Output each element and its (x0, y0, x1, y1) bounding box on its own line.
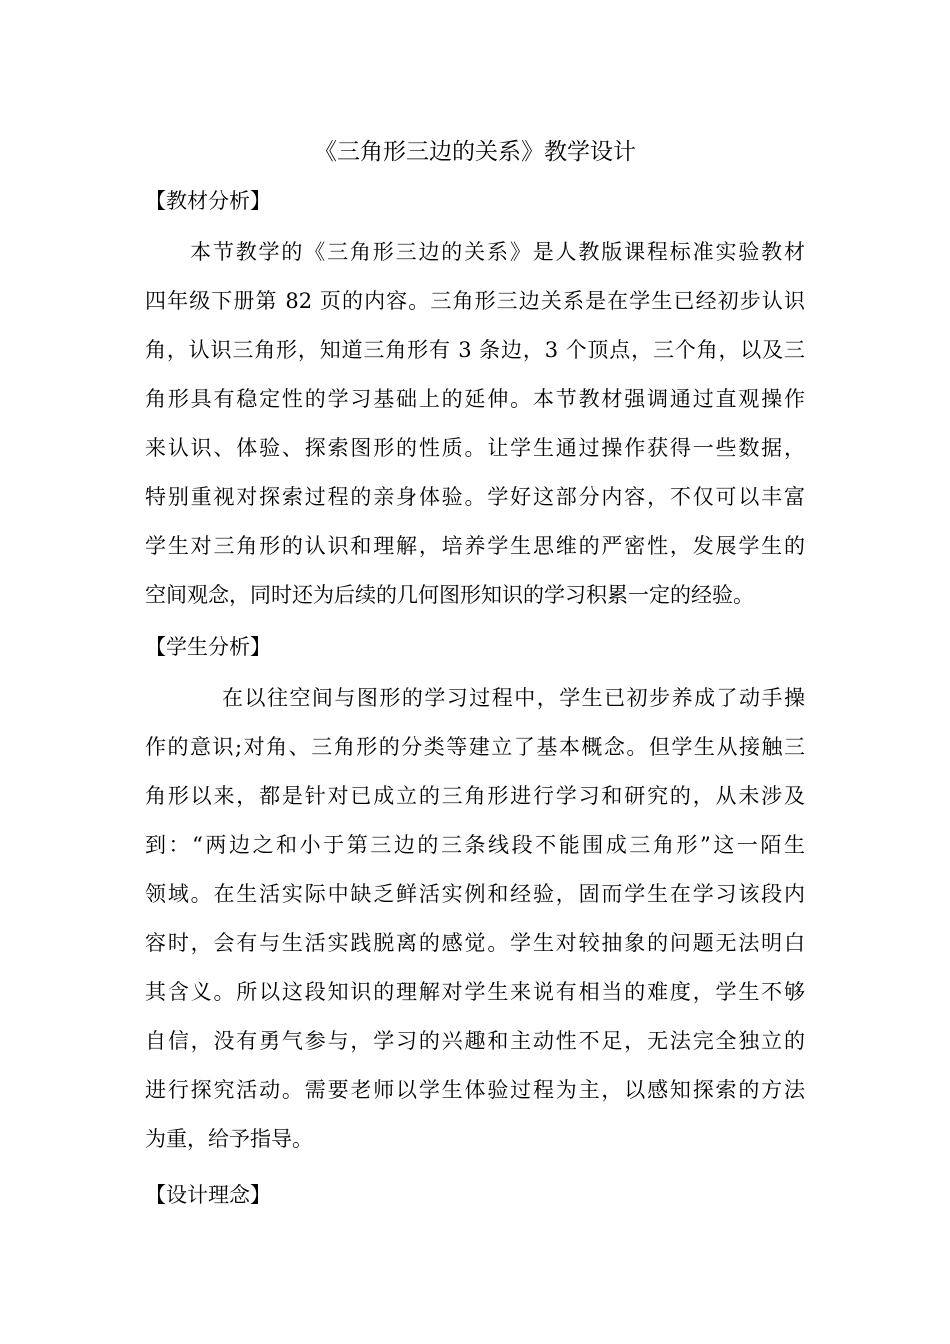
paragraph-line: 四年级下册第 82 页的内容。三角形三边关系是在学生已经初步认识 (145, 289, 805, 313)
paragraph-line: 空间观念，同时还为后续的几何图形知识的学习积累一定的经验。 (145, 583, 754, 607)
paragraph-line: 进行探究活动。需要老师以学生体验过程为主，以感知探索的方法 (145, 1078, 805, 1102)
section-heading-design-concept: 【设计理念】 (145, 1183, 271, 1207)
paragraph-line: 来认识、体验、探索图形的性质。让学生通过操作获得一些数据， (145, 436, 805, 460)
paragraph-line: 特别重视对探索过程的亲身体验。学好这部分内容，不仅可以丰富 (145, 485, 805, 509)
section-heading-textbook-analysis: 【教材分析】 (145, 189, 271, 213)
paragraph-line: 为重，给予指导。 (145, 1127, 313, 1151)
paragraph-line: 角形以来，都是针对已成立的三角形进行学习和研究的，从未涉及 (145, 784, 805, 808)
document-title: 《三角形三边的关系》教学设计 (314, 139, 636, 165)
section-heading-student-analysis: 【学生分析】 (145, 635, 271, 659)
paragraph-line: 到：“两边之和小于第三边的三条线段不能围成三角形”这一陌生 (145, 833, 805, 857)
paragraph-line: 在以往空间与图形的学习过程中，学生已初步养成了动手操 (222, 686, 805, 710)
paragraph-line: 角形具有稳定性的学习基础上的延伸。本节教材强调通过直观操作 (145, 387, 805, 411)
paragraph-line: 作的意识;对角、三角形的分类等建立了基本概念。但学生从接触三 (145, 735, 805, 759)
paragraph-line: 本节教学的《三角形三边的关系》是人教版课程标准实验教材 (190, 240, 805, 264)
paragraph-line: 角，认识三角形，知道三角形有 3 条边，3 个顶点，三个角，以及三 (145, 338, 805, 362)
paragraph-line: 学生对三角形的认识和理解，培养学生思维的严密性，发展学生的 (145, 534, 805, 558)
paragraph-line: 其含义。所以这段知识的理解对学生来说有相当的难度，学生不够 (145, 980, 805, 1004)
paragraph-line: 容时，会有与生活实践脱离的感觉。学生对较抽象的问题无法明白 (145, 931, 805, 955)
paragraph-line: 领域。在生活实际中缺乏鲜活实例和经验，固而学生在学习该段内 (145, 882, 805, 906)
paragraph-line: 自信，没有勇气参与，学习的兴趣和主动性不足，无法完全独立的 (145, 1029, 805, 1053)
